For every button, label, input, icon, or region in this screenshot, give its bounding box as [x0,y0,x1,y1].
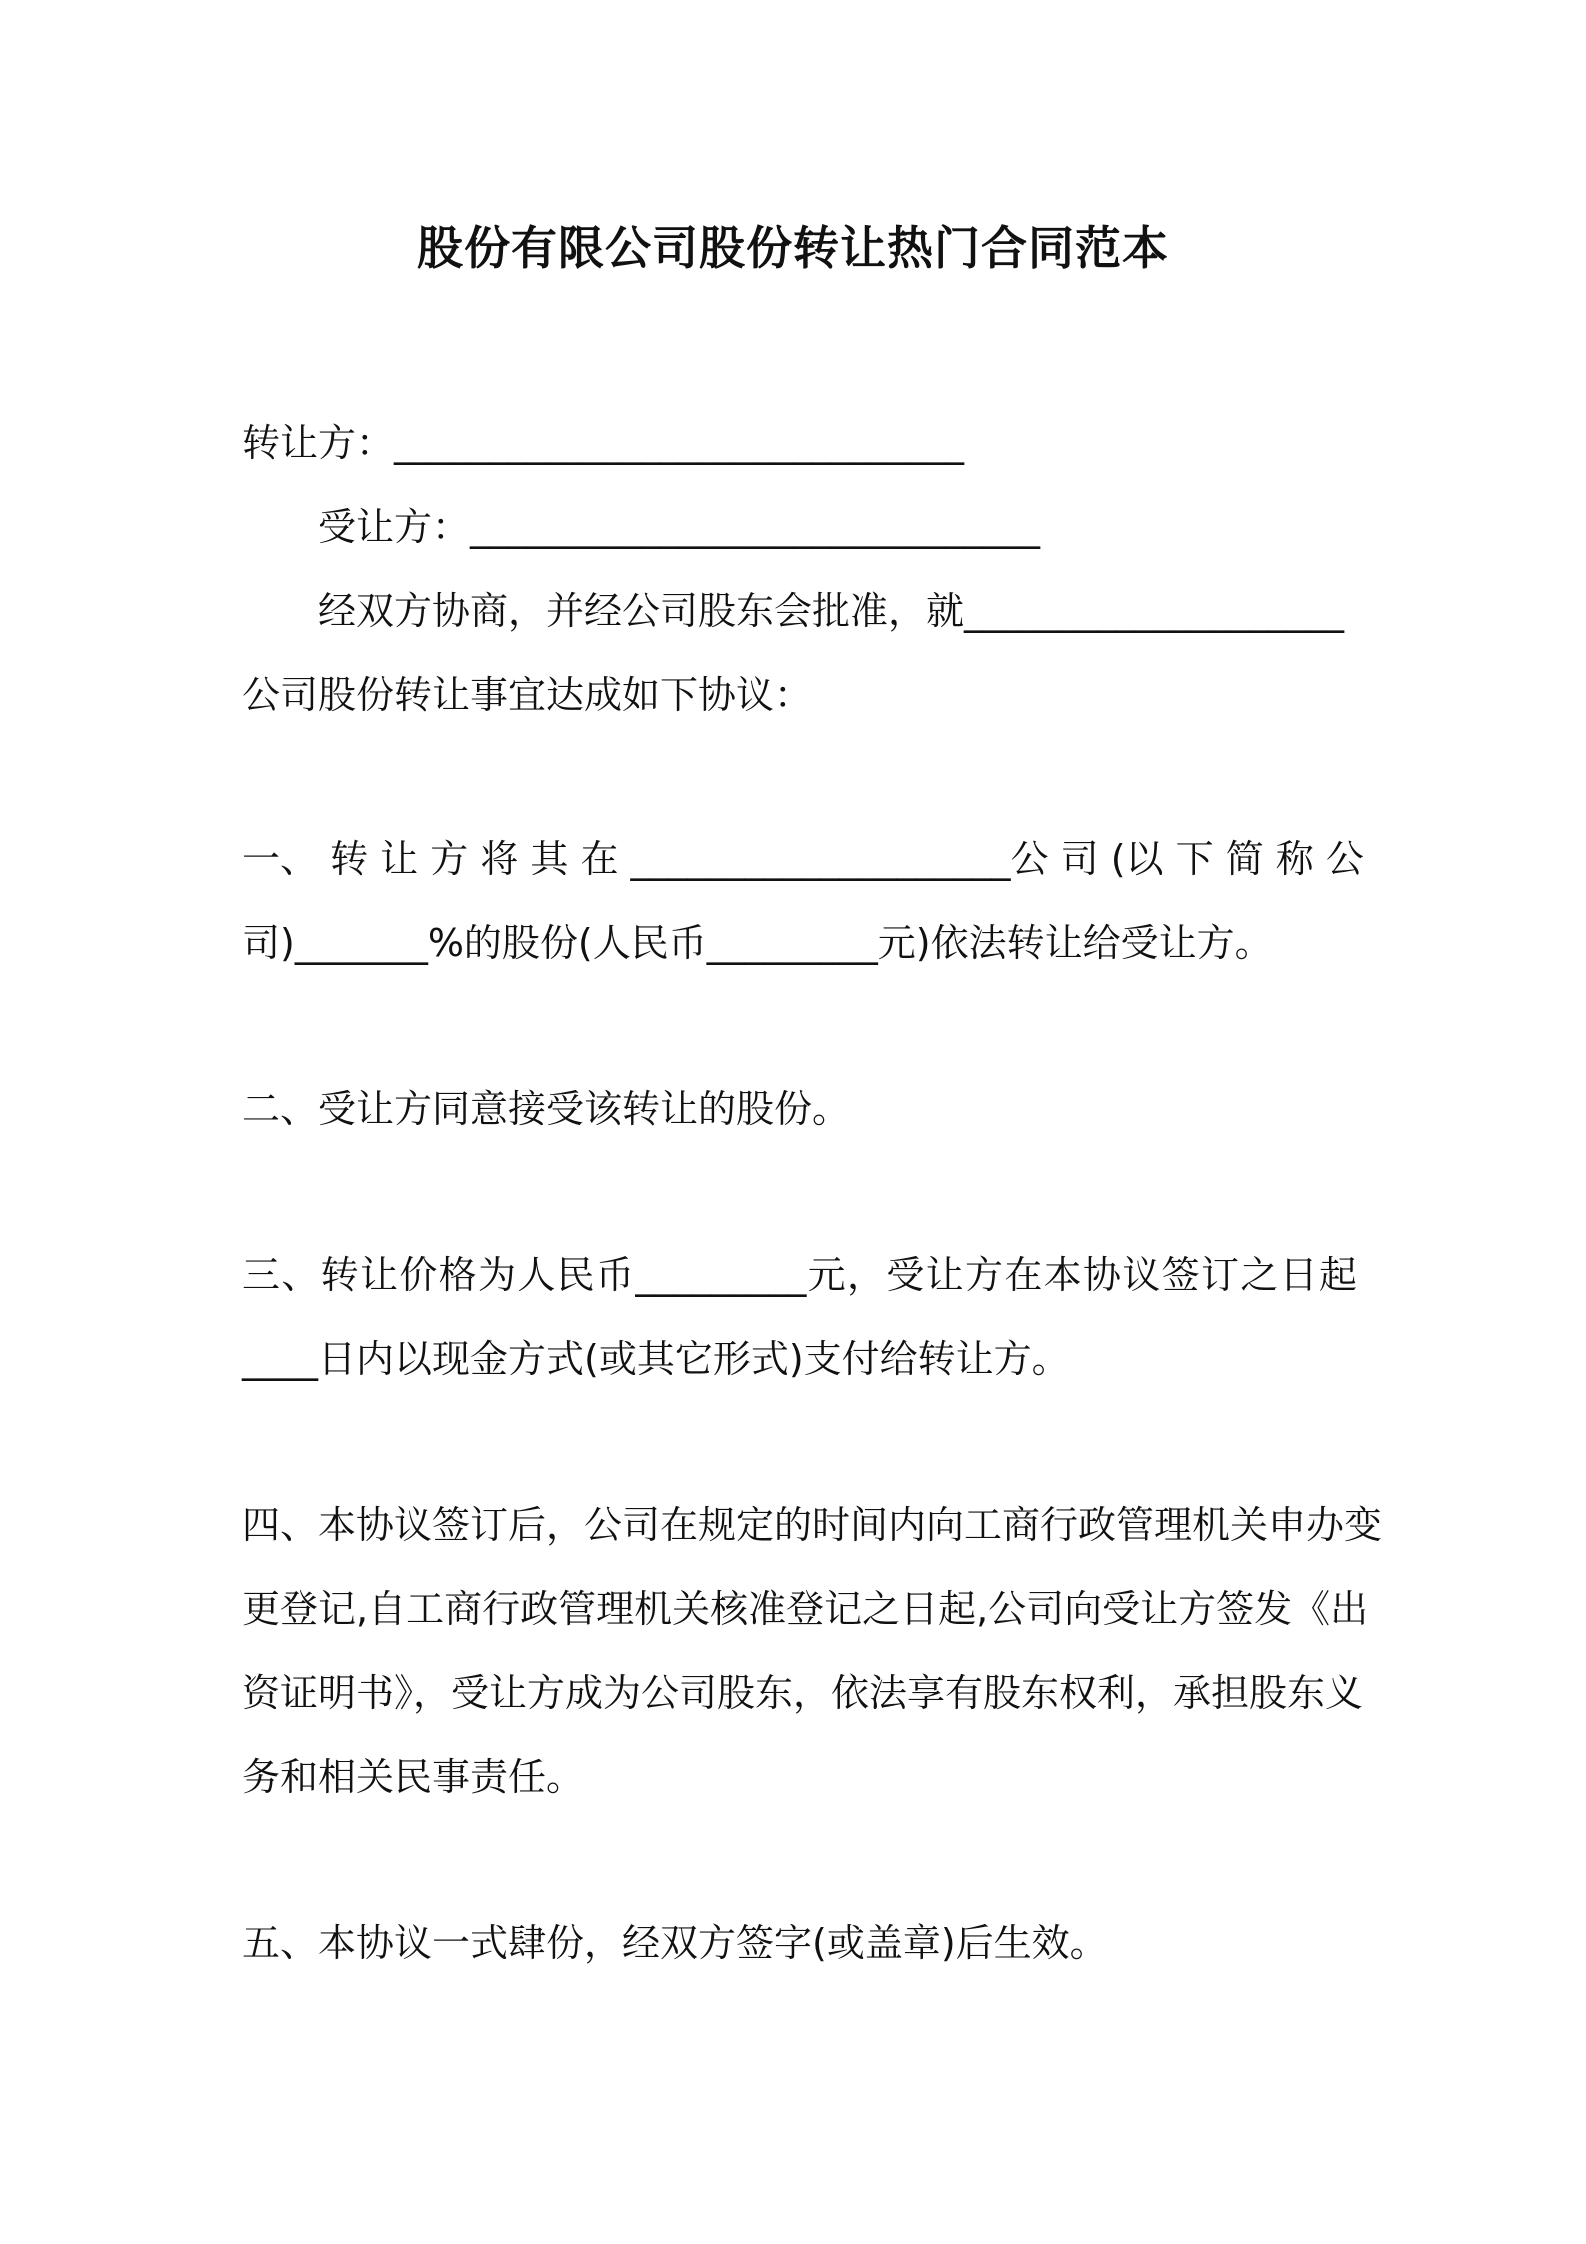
clause-1-line-1: 一、 转 让 方 将 其 在 ____________________公 司 (以 下 简 称 公 [242,837,1364,881]
transferee-line: 受让方：______________________________ [318,505,1041,549]
clause-3-line-2: ____日内以现金方式(或其它形式)支付给转让方。 [242,1337,1070,1381]
intro-line-2: 公司股份转让事宜达成如下协议： [242,673,813,717]
document-title: 股份有限公司股份转让热门合同范本 [417,221,1169,275]
clause-4-line-2: 更登记,自工商行政管理机关核准登记之日起,公司向受让方签发《出 [242,1587,1369,1631]
clause-3-line-1: 三、转让价格为人民币_________元，受让方在本协议签订之日起 [242,1253,1357,1297]
transferor-line: 转让方：______________________________ [242,421,965,465]
intro-line-1: 经双方协商，并经公司股东会批准，就____________________ [318,589,1345,633]
clause-4-line-1: 四、本协议签订后，公司在规定的时间内向工商行政管理机关申办变 [242,1503,1383,1547]
clause-5-line: 五、本协议一式肆份，经双方签字(或盖章)后生效。 [242,1921,1108,1965]
clause-2-line: 二、受让方同意接受该转让的股份。 [242,1087,851,1131]
clause-1-line-2: 司)_______%的股份(人民币_________元)依法转让给受让方。 [242,921,1273,965]
clause-4-line-4: 务和相关民事责任。 [242,1755,585,1799]
clause-4-line-3: 资证明书》，受让方成为公司股东，依法享有股东权利，承担股东义 [242,1671,1364,1715]
